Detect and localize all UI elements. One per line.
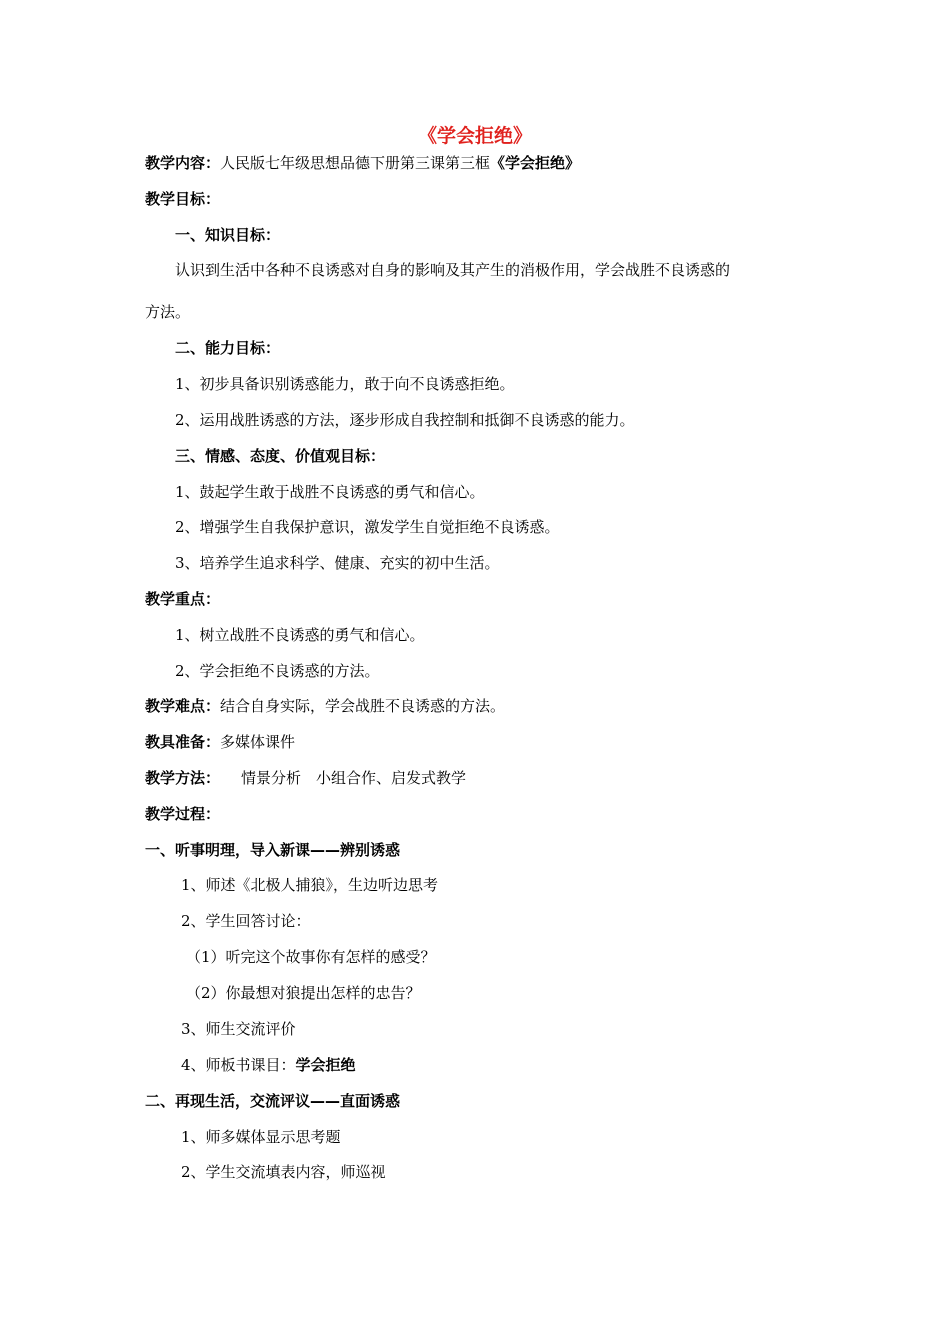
knowledge-line-1: 认识到生活中各种不良诱惑对自身的影响及其产生的消极作用，学会战胜不良诱惑的 [175,261,731,279]
ability-heading: 二、能力目标： [175,339,281,357]
section2-heading: 二、再现生活，交流评议——直面诱惑 [145,1092,401,1110]
section1-item: 2、学生回答讨论： [181,912,311,930]
knowledge-line-2: 方法。 [145,303,191,321]
content-bold: 《学会拒绝》 [490,154,581,172]
section1-item4-bold: 学会拒绝 [295,1056,356,1074]
key-item: 1、树立战胜不良诱惑的勇气和信心。 [175,626,425,644]
knowledge-heading: 一、知识目标： [175,226,281,244]
key-item: 2、学会拒绝不良诱惑的方法。 [175,662,380,680]
difficulty-text: 结合自身实际，学会战胜不良诱惑的方法。 [220,697,506,715]
ability-item: 2、运用战胜诱惑的方法，逐步形成自我控制和抵御不良诱惑的能力。 [175,411,635,429]
method-label: 教学方法： [145,769,221,787]
section1-item4-text: 4、师板书课目： [181,1056,296,1074]
process-label: 教学过程： [145,805,221,823]
difficulty-line [145,696,505,716]
section1-heading: 一、听事明理，导入新课——辨别诱惑 [145,841,401,859]
emotion-item: 2、增强学生自我保护意识，激发学生自觉拒绝不良诱惑。 [175,518,560,536]
tools-text: 多媒体课件 [220,733,296,751]
document-title: 《学会拒绝》 [417,125,532,147]
goals-label: 教学目标： [145,190,221,208]
section1-item [181,1055,356,1075]
tools-line [145,732,295,752]
content-line [145,153,580,173]
method-line [145,768,466,788]
key-label: 教学重点： [145,590,221,608]
section1-item: 1、师述《北极人捕狼》，生边听边思考 [181,876,439,894]
section1-item: （1）听完这个故事你有怎样的感受？ [186,948,436,966]
emotion-item: 3、培养学生追求科学、健康、充实的初中生活。 [175,554,500,572]
emotion-item: 1、鼓起学生敢于战胜不良诱惑的勇气和信心。 [175,483,485,501]
section2-item: 2、学生交流填表内容，师巡视 [181,1163,386,1181]
content-text: 人民版七年级思想品德下册第三课第三框 [220,154,491,172]
difficulty-label: 教学难点： [145,697,221,715]
section2-item: 1、师多媒体显示思考题 [181,1128,341,1146]
ability-item: 1、初步具备识别诱惑能力，敢于向不良诱惑拒绝。 [175,375,515,393]
tools-label: 教具准备： [145,733,221,751]
section1-item: （2）你最想对狼提出怎样的忠告？ [186,984,421,1002]
emotion-heading: 三、情感、态度、价值观目标： [175,447,386,465]
content-label: 教学内容： [145,154,221,172]
method-text: 情景分析 小组合作、启发式教学 [241,769,467,787]
section1-item: 3、师生交流评价 [181,1020,296,1038]
